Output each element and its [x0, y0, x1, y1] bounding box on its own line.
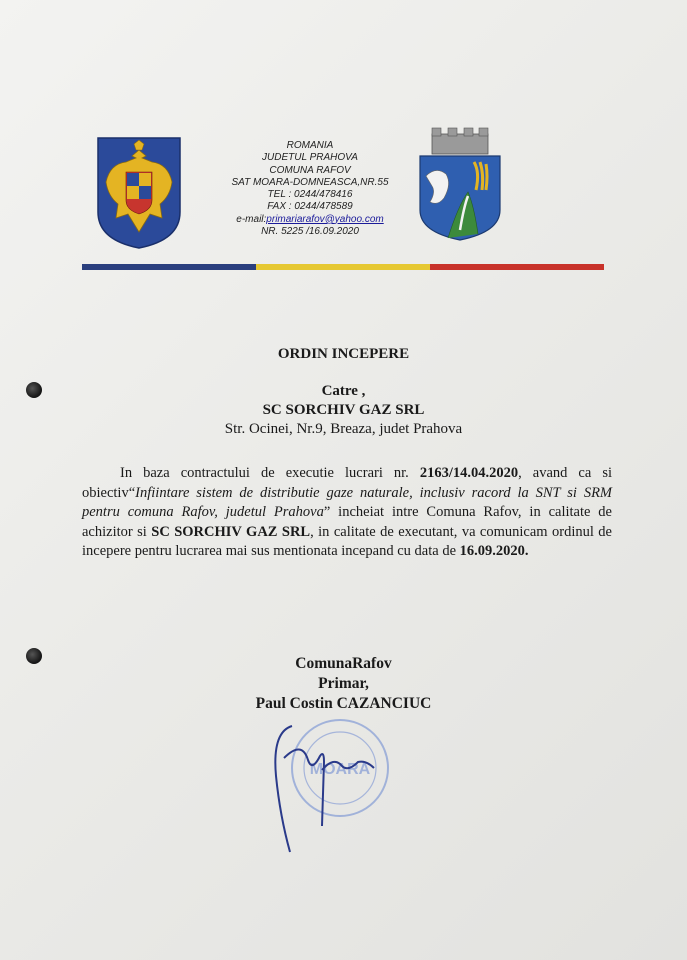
recipient-block: [0, 382, 687, 439]
header-address: SAT MOARA-DOMNEASCA,NR.55: [231, 176, 389, 188]
signature-entity: ComunaRafov: [295, 655, 392, 672]
body-text-4: , in calitate de executant, va comunicam ordinul de incepere pentru lucrarea mai sus mentionata incepand cu data de: [82, 523, 612, 559]
recipient-address: Str. Ocinei, Nr.9, Breaza, judet Prahova: [224, 421, 463, 437]
body-company: SC SORCHIV GAZ SRL: [151, 523, 311, 540]
contract-objective: Infiintare sistem de distributie gaze naturale, inclusiv racord la SNT si SRM pentru comuna Rafov, judetul Prahova: [82, 484, 612, 520]
recipient-company: SC SORCHIV GAZ SRL: [262, 402, 425, 418]
header-county: JUDETUL PRAHOVA: [262, 152, 358, 164]
header-fax: FAX : 0244/478589: [267, 201, 353, 213]
body-text-2: , avand ca si obiectiv“: [82, 465, 612, 501]
contract-number: 2163/14.04.2020: [419, 465, 519, 481]
signature-block: [0, 654, 687, 714]
svg-text:MOARA: MOARA: [309, 761, 371, 778]
signature-role: Primar,: [318, 675, 369, 692]
recipient-to: Catre ,: [321, 383, 366, 399]
header-email-line: [200, 214, 420, 226]
body-text-3: ” incheiat intre Comuna Rafov, in calitate de achizitor si: [82, 504, 612, 540]
signature-name: Paul Costin CAZANCIUC: [255, 695, 432, 712]
body-paragraph: [82, 464, 612, 562]
romania-coat-of-arms-icon: [96, 136, 182, 250]
tricolor-yellow: [256, 264, 430, 270]
tricolor-divider: [82, 264, 604, 270]
header-phone: TEL : 0244/478416: [267, 189, 353, 201]
body-text-1: In baza contractului de executie lucrari nr.: [120, 465, 420, 481]
registration-number: NR. 5225 /16.09.2020: [261, 226, 359, 238]
tricolor-red: [430, 264, 604, 270]
tricolor-blue: [82, 264, 256, 270]
email-prefix: e-mail:: [236, 213, 267, 225]
header-commune: COMUNA RAFOV: [269, 164, 351, 176]
header-country: ROMANIA: [286, 140, 334, 151]
email-link[interactable]: primariarafov@yahoo.com: [266, 213, 384, 225]
start-date: 16.09.2020.: [459, 543, 529, 559]
rafov-coat-of-arms-icon: [418, 126, 502, 242]
letterhead: [200, 140, 420, 238]
document-title: ORDIN INCEPERE: [277, 346, 410, 362]
official-stamp-icon: [262, 706, 402, 856]
